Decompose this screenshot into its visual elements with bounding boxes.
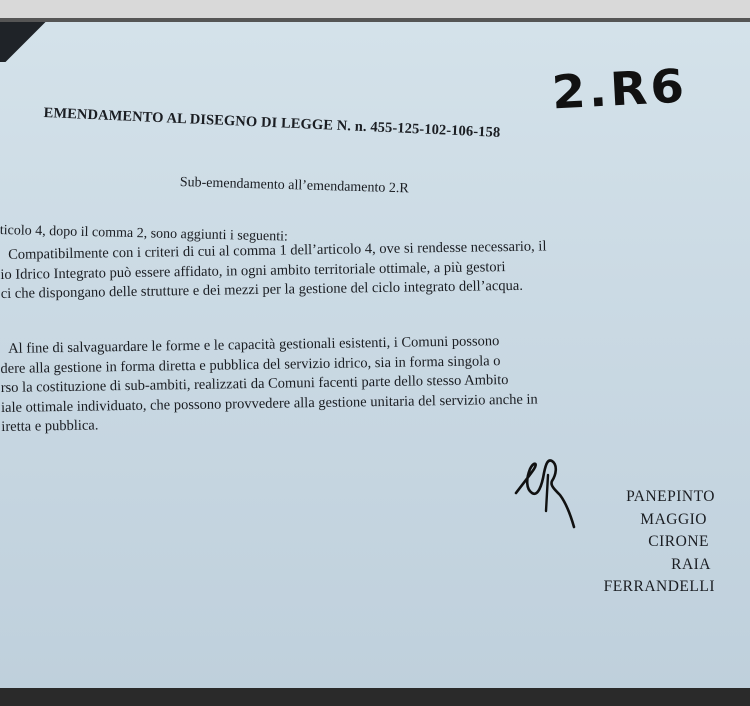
- intro-line: ticolo 4, dopo il comma 2, sono aggiunti i seguenti:: [0, 223, 289, 245]
- paragraph-1: [0, 235, 691, 304]
- signer-name: MAGGIO: [640, 510, 707, 528]
- paragraph-2: [0, 332, 538, 438]
- paragraph-2-line: rso la costituzione di sub-ambiti, realizzati da Comuni facenti parte dello stesso Ambito: [0, 372, 509, 396]
- signer-name: CIRONE: [648, 533, 709, 550]
- paragraph-2-line: Al fine di salvaguardare le forme e le capacità gestionali esistenti, i Comuni possono: [8, 333, 500, 357]
- document-title: EMENDAMENTO AL DISEGNO DI LEGGE N. n. 455-125-102-106-158: [43, 105, 501, 141]
- paragraph-1-line: ci che dispongano delle strutture e dei mezzi per la gestione del ciclo integrato dell’acqua.: [0, 277, 524, 302]
- signer-name: FERRANDELLI: [603, 578, 715, 595]
- signer-name: RAIA: [671, 555, 711, 573]
- paragraph-2-line: dere alla gestione in forma diretta e pubblica del servizio idrico, sia in forma singola o: [0, 352, 501, 377]
- paragraph-1-line: io Idrico Integrato può essere affidato, in ogni ambito territoriale ottimale, a più gestori: [0, 258, 506, 283]
- paper-top-edge: [0, 18, 750, 22]
- handwritten-amendment-code: 2.R6: [550, 58, 689, 120]
- paper-corner-shadow: [0, 22, 60, 62]
- paragraph-2-line: iale ottimale individuato, che possono provvedere alla gestione unitaria del servizio anche in: [0, 391, 538, 416]
- signer-name: PANEPINTO: [626, 488, 715, 505]
- bottom-bar: [0, 688, 750, 706]
- signers-list: [560, 486, 715, 599]
- paragraph-2-line: iretta e pubblica.: [1, 417, 99, 435]
- document-subtitle: Sub-emendamento all’emendamento 2.R: [179, 175, 409, 197]
- paragraph-1-line: Compatibilmente con i criteri di cui al comma 1 dell’articolo 4, ove si rendesse necessario, il: [8, 238, 547, 263]
